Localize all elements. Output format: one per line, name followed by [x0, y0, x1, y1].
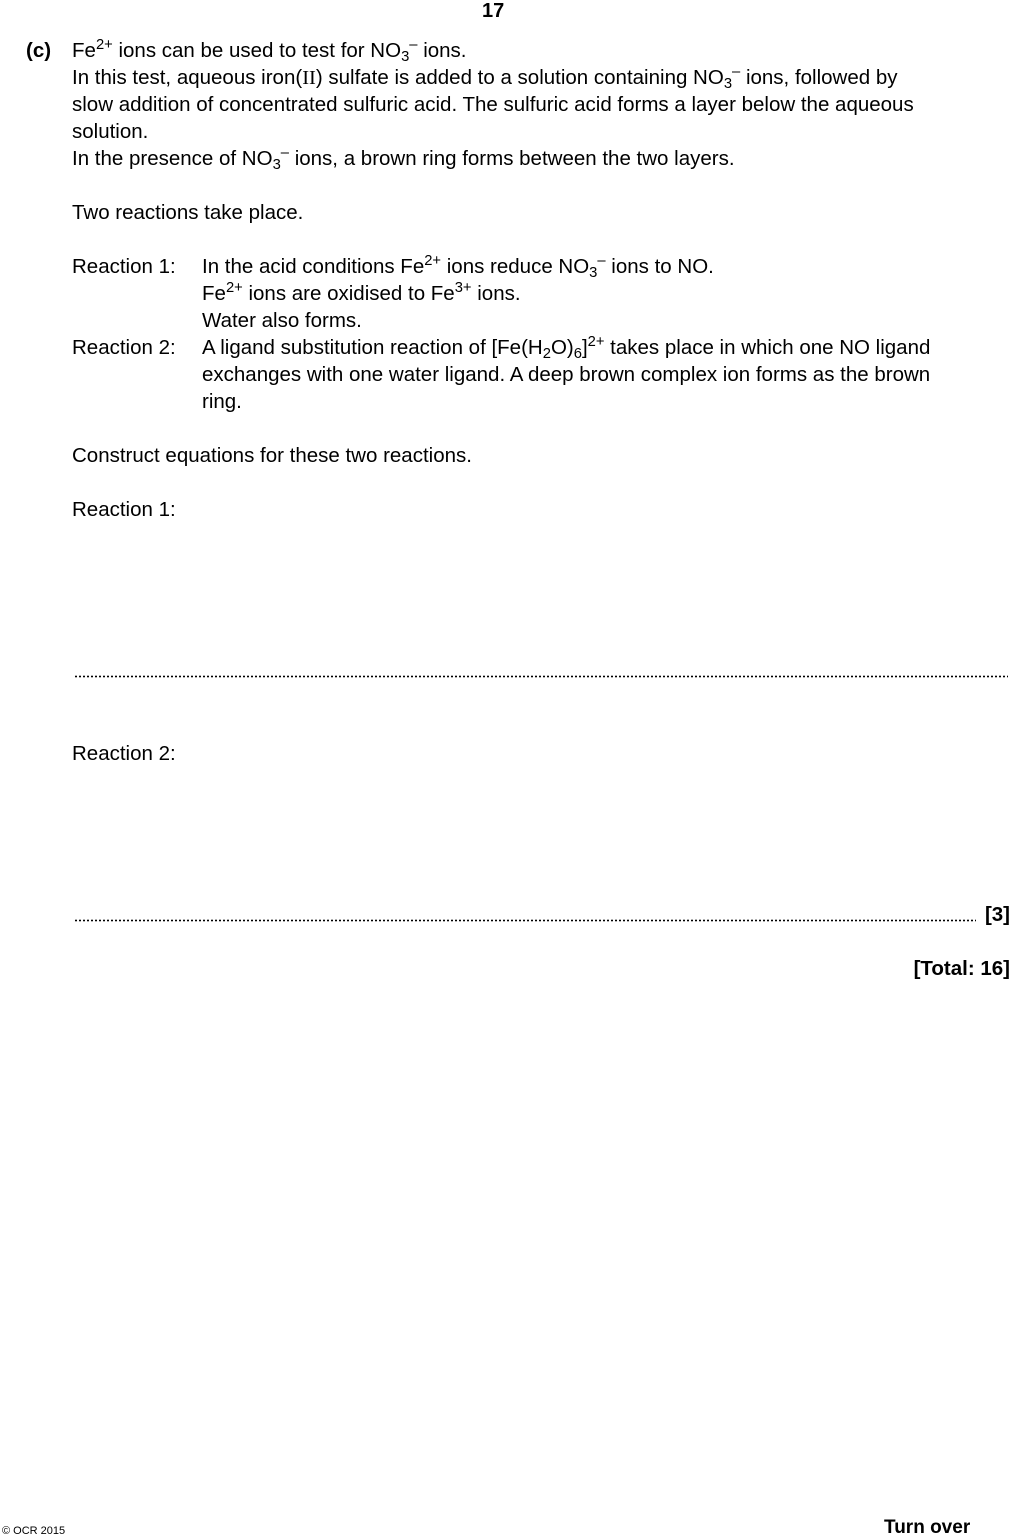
intro-line-3: slow addition of concentrated sulfuric acid. The sulfuric acid forms a layer below the aqueous	[72, 93, 914, 116]
intro-line-1: $Fe^{2+}$ ions can be used to test for $NO_3^-$ ions.	[72, 36, 467, 66]
intro-line-5: In the presence of $NO_3^-$ ions, a brown ring forms between the two layers.	[72, 144, 735, 174]
answer-2-line[interactable]	[74, 919, 976, 922]
reaction-2-line-2: exchanges with one water ligand. A deep brown complex ion forms as the brown	[202, 363, 931, 386]
reaction-2-line-3: ring.	[202, 390, 242, 413]
answer-2-label: Reaction 2:	[72, 742, 176, 765]
reaction-1-line-3: Water also forms.	[202, 309, 362, 332]
total-marks: [Total: 16]	[913, 957, 1010, 980]
marks-label: [3]	[984, 903, 1010, 926]
intro-line-4: solution.	[72, 120, 149, 143]
answer-1-label: Reaction 1:	[72, 498, 176, 521]
reaction-1-line-2: $Fe^{2+}$ ions are oxidised to $Fe^{3+}$ ions.	[202, 279, 521, 305]
turn-over-text: Turn over	[884, 1517, 971, 1538]
page-number: 17	[482, 0, 505, 22]
copyright-text: © OCR 2015	[2, 1525, 66, 1537]
instruction-text: Construct equations for these two reactions.	[72, 444, 472, 467]
reaction-1-line-1: In the acid conditions $Fe^{2+}$ ions reduce $NO_3^-$ ions to NO.	[202, 252, 714, 282]
question-part-label: (c)	[26, 39, 52, 62]
intro-line-2: In this test, aqueous iron(II) sulfate is added to a solution containing $NO_3^-$ ions, followed by	[72, 63, 898, 93]
reaction-2-line-1: A ligand substitution reaction of $[Fe(H_2O)_6]^{2+}$ takes place in which one NO ligand	[202, 333, 931, 363]
answer-1-line[interactable]	[74, 675, 1008, 678]
reaction-1-label: Reaction 1:	[72, 255, 176, 278]
reaction-2-label: Reaction 2:	[72, 336, 176, 359]
two-reactions-text: Two reactions take place.	[72, 201, 304, 224]
